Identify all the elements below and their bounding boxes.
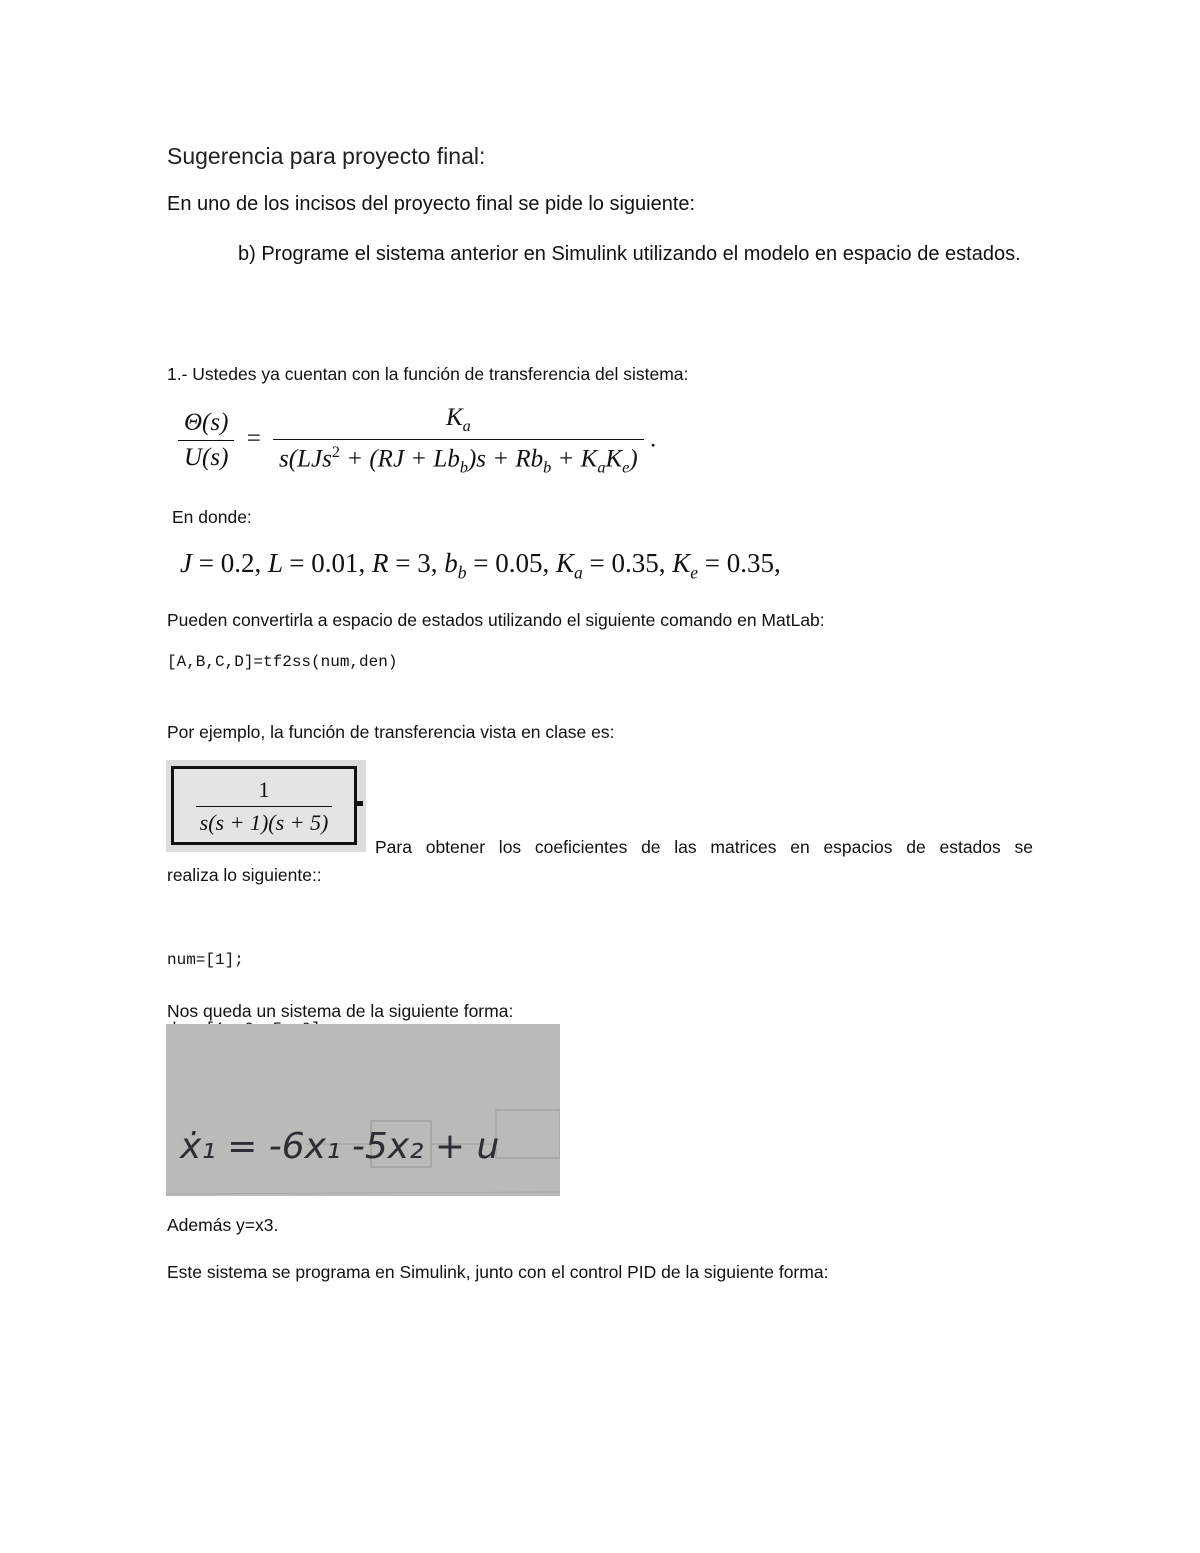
coef-text-a: Para obtener los coeficientes de las matrices en espacios de estados se xyxy=(375,837,1033,857)
final-text: Este sistema se programa en Simulink, junto con el control PID de la siguiente forma: xyxy=(167,1262,829,1282)
tf-lhs-den: U(s) xyxy=(178,440,234,472)
en-donde-label: En donde: xyxy=(172,507,252,527)
period: . xyxy=(649,425,657,453)
tf-lhs xyxy=(178,409,234,472)
tf-example-frac xyxy=(196,777,333,836)
coef-text-b: realiza lo siguiente:: xyxy=(167,865,322,885)
handwritten-equations-photo xyxy=(166,1024,560,1196)
convert-text: Pueden convertirla a espacio de estados utilizando el siguiente comando en MatLab: xyxy=(167,610,825,630)
parameter-values: J = 0.2, L = 0.01, R = 3, $b_b = 0.05$, $K_a = 0.35$, $K_e = 0.35$, xyxy=(180,548,781,583)
section-heading: En uno de los incisos del proyecto final se pide lo siguiente: xyxy=(167,193,696,215)
block-port xyxy=(357,801,363,806)
system-text: Nos queda un sistema de la siguiente forma: xyxy=(167,1001,514,1021)
tf-rhs xyxy=(273,404,644,477)
tf-rhs-num xyxy=(440,404,477,439)
tf-rhs-den: $s(LJs^2 + (RJ + Lb_b)s + Rb_b + K_aK_e)$ xyxy=(273,439,644,477)
tf-rhs-num-k: K xyxy=(445,404,463,431)
example-text: Por ejemplo, la función de transferencia vista en clase es: xyxy=(167,722,615,742)
step1-text: 1.- Ustedes ya cuentan con la función de transferencia del sistema: xyxy=(167,364,689,384)
page-title: Sugerencia para proyecto final: xyxy=(167,143,486,169)
tf-lhs-num: Θ(s) xyxy=(184,409,229,437)
tf-rhs-num-sub: a xyxy=(462,417,471,435)
equals-sign: = xyxy=(246,425,261,453)
tf-example-num: 1 xyxy=(258,777,270,802)
assignment-quote: b) Programe el sistema anterior en Simulink utilizando el modelo en espacio de estados. xyxy=(238,243,1021,265)
hand-eq-1: ẋ₁ = -6x₁ -5x₂ + u xyxy=(180,1126,500,1167)
transfer-function-main xyxy=(178,404,656,477)
code-tf2ss: [A,B,C,D]=tf2ss(num,den) xyxy=(167,653,398,671)
code-line-num: num=[1]; xyxy=(167,951,244,969)
ademas-text: Además y=x3. xyxy=(167,1215,279,1235)
tf-example-block xyxy=(171,766,357,845)
tf-example-den: s(s + 1)(s + 5) xyxy=(196,806,333,836)
